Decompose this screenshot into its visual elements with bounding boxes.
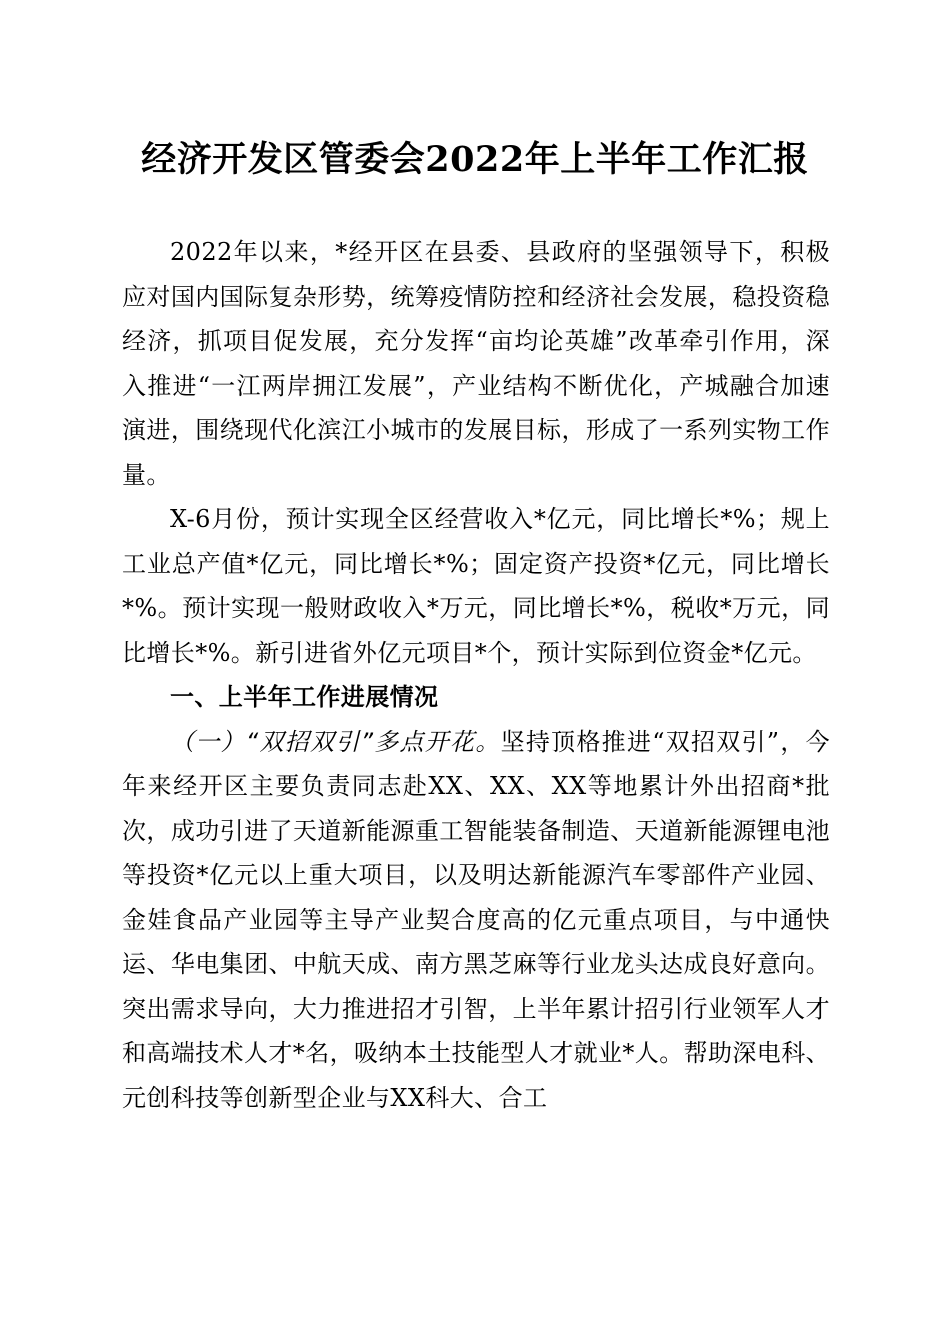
subsection-lead: （一）“双招双引”多点开花。 (170, 727, 501, 756)
subsection-body: 坚持顶格推进“双招双引”，今年来经开区主要负责同志赴XX、XX、XX等地累计外出招商*批次，成功引进了天道新能源重工智能装备制造、天道新能源锂电池等投资*亿元以上重大项目，以及明达新能源汽车零部件产业园、金娃食品产业园等主导产业契合度高的亿元重点项目，与中通快运、华电集团、中航天成、南方黑芝麻等行业龙头达成良好意向。突出需求导向，大力推进招才引智，上半年累计招引行业领军人才和高端技术人才*名，吸纳本土技能型人才就业*人。帮助深电科、元创科技等创新型企业与XX科大、合工 (122, 727, 831, 1112)
section-heading: 一、上半年工作进展情况 (170, 683, 439, 711)
subsection-paragraph (122, 720, 830, 1121)
document-body (122, 230, 830, 1120)
intro-paragraph: 2022年以来，*经开区在县委、县政府的坚强领导下，积极应对国内国际复杂形势，统筹疫情防控和经济社会发展，稳投资稳经济，抓项目促发展，充分发挥“亩均论英雄”改革牵引作用，深入推进“一江两岸拥江发展”，产业结构不断优化，产城融合加速演进，围绕现代化滨江小城市的发展目标，形成了一系列实物工作量。 (122, 238, 830, 489)
statistics-paragraph: X-6月份，预计实现全区经营收入*亿元，同比增长*%；规上工业总产值*亿元，同比增长*%；固定资产投资*亿元，同比增长*%。预计实现一般财政收入*万元，同比增长*%，税收*万元，同比增长*%。新引进省外亿元项目*个，预计实际到位资金*亿元。 (122, 505, 830, 667)
document-title: 经济开发区管委会2022年上半年工作汇报 (141, 139, 809, 180)
